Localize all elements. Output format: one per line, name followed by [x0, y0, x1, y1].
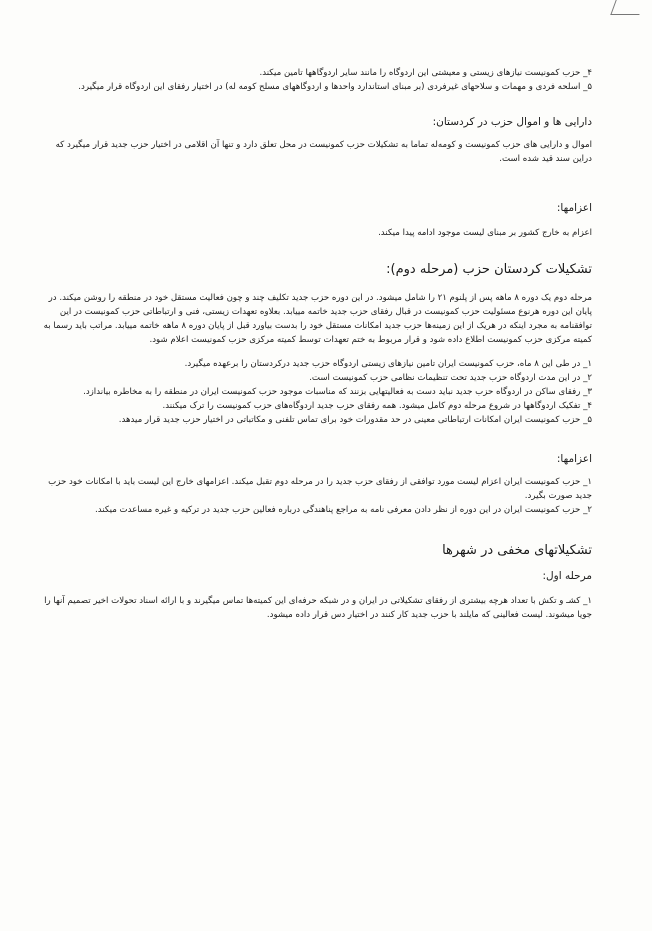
scan-corner-mark: [610, 0, 644, 15]
support-item-5: ۵_ اسلحه فردی و مهمات و سلاحهای غیرفردی (بر مبنای استاندارد واحدها و اردوگاههای مسلح کومه له) در اختیار رفقای این اردوگاه قرار میگیرد.: [78, 82, 592, 92]
cities-heading: تشکیلاتهای مخفی در شهرها: [442, 543, 592, 558]
stage2-item-5: ۵_ حزب کمونیست ایران امکانات ارتباطاتی معینی در حد مقدورات خود برای تماس تلفنی و مکاتباتی در اختیار حزب جدید قرار میدهد.: [118, 415, 592, 425]
stage1-item-1: ۱_ کشـ و تکش با تعداد هرچه بیشتری از رفقای تشکیلاتی در ایران و در شبکه حرفه‌ای این کمیته‌ها تماس میگیرند و با ارائه اسناد تحولات اخیر تصمیم آنها را جویا میشوند. لیست فعالینی که مایلند با حزب جدید کار کنند در اختیار دس قرار داده میشود.: [44, 596, 592, 620]
assets-paragraph: اموال و دارایی های حزب کمونیست و کومه‌له تماما به تشکیلات حزب کمونیست در محل تعلق دارد و تنها آن اقلامی در اختیار حزب جدید قرار میگیرد که دراین سند قید شده است.: [55, 140, 592, 164]
dispatch-heading-2: اعزامها:: [556, 453, 592, 465]
dispatch-heading-1: اعزامها:: [556, 202, 592, 214]
stage2-item-4: ۴_ تفکیک اردوگاهها در شروع مرحله دوم کامل میشود. همه رفقای حزب جدید اردوگاه‌های حزب کمونیست را ترک میکنند.: [162, 401, 592, 411]
document-body: [36, 66, 592, 622]
dispatch-item-2: ۲_ حزب کمونیست ایران در این دوره از نظر دادن معرفی نامه به مراجع پناهندگی درباره فعالین حزب جدید در ترکیه و غیره مساعدت میکند.: [95, 505, 592, 515]
stage2-intro: مرحله دوم یک دوره ۸ ماهه پس از پلنوم ۲۱ را شامل میشود. در این دوره حزب جدید تکلیف چند و چون فعالیت مستقل خود در منطقه را روشن میکند. در پایان این دوره هرنوع مسئولیت حزب کمونیست در قبال رفقای حزب جدید خاتمه مییابد. بعلاوه تعهدات زیستی، فنی و ارتباطاتی حزب کمونیست در این توافقنامه به مجرد اینکه در هریک از این زمینه‌ها حزب جدید امکانات مستقل خود را بدست بیاورد قبل از پایان دوره ۸ ماهه خاتمه مییابد. مراتب باید رسما به کمیته مرکزی حزب کمونیست اطلاع داده شود و قرار مربوط به ختم تعهدات توسط کمیته مرکزی حزب کمونیست اعلام شود.: [43, 293, 592, 345]
stage2-item-1: ۱_ در طی این ۸ ماه، حزب کمونیست ایران تامین نیازهای زیستی اردوگاه حزب جدید درکردستان را برعهده میگیرد.: [184, 359, 592, 369]
stage2-item-2: ۲_ در این مدت اردوگاه حزب جدید تحت تنظیمات نظامی حزب کمونیست است.: [309, 373, 592, 383]
dispatch-item-1: ۱_ حزب کمونیست ایران اعزام لیست مورد توافقی از رفقای حزب جدید را در مرحله دوم تقبل میکند. اعزامهای خارج این لیست باید با امکانات خود حزب جدید صورت بگیرد.: [48, 477, 592, 501]
stage2-item-3: ۳_ رفقای ساکن در اردوگاه حزب جدید نباید دست به فعالیتهایی بزنند که مناسبات موجود حزب کمونیست ایران در منطقه را به مخاطره بیاندازد.: [83, 387, 592, 397]
stage1-heading: مرحله اول:: [542, 570, 592, 582]
stage2-heading: تشکیلات کردستان حزب (مرحله دوم):: [386, 262, 592, 277]
assets-heading: دارایی ها و اموال حزب در کردستان:: [432, 116, 592, 128]
support-item-4: ۴_ حزب کمونیست نیازهای زیستی و معیشتی این اردوگاه را مانند سایر اردوگاهها تامین میکند.: [259, 68, 592, 78]
dispatch-text-1: اعزام به خارج کشور بر مبنای لیست موجود ادامه پیدا میکند.: [378, 228, 592, 238]
